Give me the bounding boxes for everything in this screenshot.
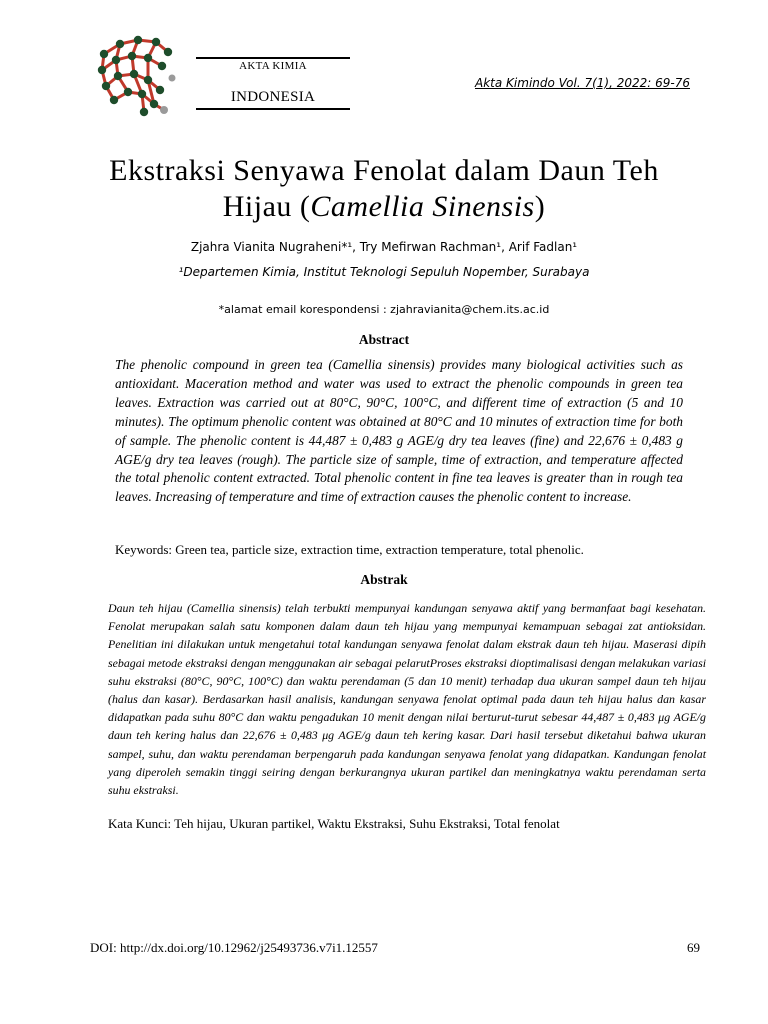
journal-name-line1: AKTA KIMIA <box>239 60 307 72</box>
abstrak-text: Daun teh hijau (Camellia sinensis) telah terbukti mempunyai kandungan senyawa aktif yang bermanfaat bagi kesehatan. Fenolat merupakan salah satu komponen dalam daun teh hijau yang mempunyai kemampuan sebagai zat antioksidan. Penelitian ini dilakukan untuk mengetahui total kandungan senyawa fenolat dalam ekstrak daun teh hijau. Maserasi dipih sebagai metode ekstraksi dengan menggunakan air sebagai pelarutProses ekstraksi dioptimalisasi dengan melakukan variasi suhu ekstraksi (80°C, 90°C, 100°C) dan waktu perendaman (5 dan 10 menit) terhadap dua ukuran sampel daun teh hijau (halus dan kasar). Berdasarkan hasil analisis, kandungan senyawa fenolat optimal pada daun teh hijau halus dan kasar didapatkan pada suhu 80°C dan waktu pengadukan 10 menit dengan nilai berturut-turut sebesar 44,487 ± 0,483 μg AGE/g daun teh kering halus dan 22,676 ± 0,483 μg AGE/g daun teh kering kasar. Dari hasil tersebut diketahui bahwa ukuran sampel, suhu, dan waktu perendaman berpengaruh pada kandungan senyawa fenolat yang didapatkan. Kandungan fenolat yang diperoleh semakin tinggi seiring dengan berkurangnya ukuran partikel dan meningkatnya waktu perendaman serta suhu ekstraksi. <box>108 601 706 798</box>
doi-link[interactable]: DOI: http://dx.doi.org/10.12962/j25493736.v7i1.12557 <box>90 940 378 955</box>
keywords <box>115 542 683 558</box>
article-title-line1: Ekstraksi Senyawa Fenolat dalam Daun Teh <box>109 154 659 187</box>
keywords-list: Green tea, particle size, extraction time, extraction temperature, total phenolic. <box>172 542 584 557</box>
author-affiliation: ¹Departemen Kimia, Institut Teknologi Sepuluh Nopember, Surabaya <box>178 265 590 279</box>
abstract-heading: Abstract <box>358 332 410 347</box>
journal-name-line2: INDONESIA <box>230 89 316 105</box>
journal-citation: Akta Kimindo Vol. 7(1), 2022: 69-76 <box>475 76 690 90</box>
page-number: 69 <box>687 940 700 955</box>
article-title-prefix: Hijau ( <box>222 190 311 223</box>
abstract-text: The phenolic compound in green tea (Camellia sinensis) provides many biological activities such as antioxidant. Maceration method and water was used to extract the phenolic compounds in green tea leaves. Extraction was carried out at 80°C, 90°C, 100°C, and different time of extraction (5 and 10 minutes). The optimum phenolic content was obtained at 80°C and 10 minutes of extraction time for both of sample. The phenolic content is 44,487 ± 0,483 g AGE/g dry tea leaves (fine) and 22,676 ± 0,483 g AGE/g dry tea leaves (rough). The particle size of sample, time of extraction, and temperature affected the total phenolic content extracted. Total phenolic content in fine tea leaves is greater than in rough tea leaves. Increasing of temperature and time of extraction causes the phenolic content to increase. <box>115 357 683 505</box>
journal-rule-top <box>196 57 350 59</box>
article-title-species: Camellia Sinensis <box>310 190 535 223</box>
article-title <box>60 153 708 225</box>
journal-rule-bottom <box>196 108 350 110</box>
abstrak-heading: Abstrak <box>360 572 408 587</box>
article-title-suffix: ) <box>534 190 546 223</box>
author-list: Zjahra Vianita Nugraheni*¹, Try Mefirwan Rachman¹, Arif Fadlan¹ <box>190 240 578 254</box>
kata-kunci: Kata Kunci: Teh hijau, Ukuran partikel, Waktu Ekstraksi, Suhu Ekstraksi, Total fenolat <box>108 816 560 831</box>
article-title-line2 <box>60 189 708 225</box>
keywords-label: Keywords: <box>115 542 173 557</box>
journal-logo <box>90 30 180 120</box>
corresponding-email: *alamat email korespondensi : zjahravianita@chem.its.ac.id <box>218 303 550 316</box>
